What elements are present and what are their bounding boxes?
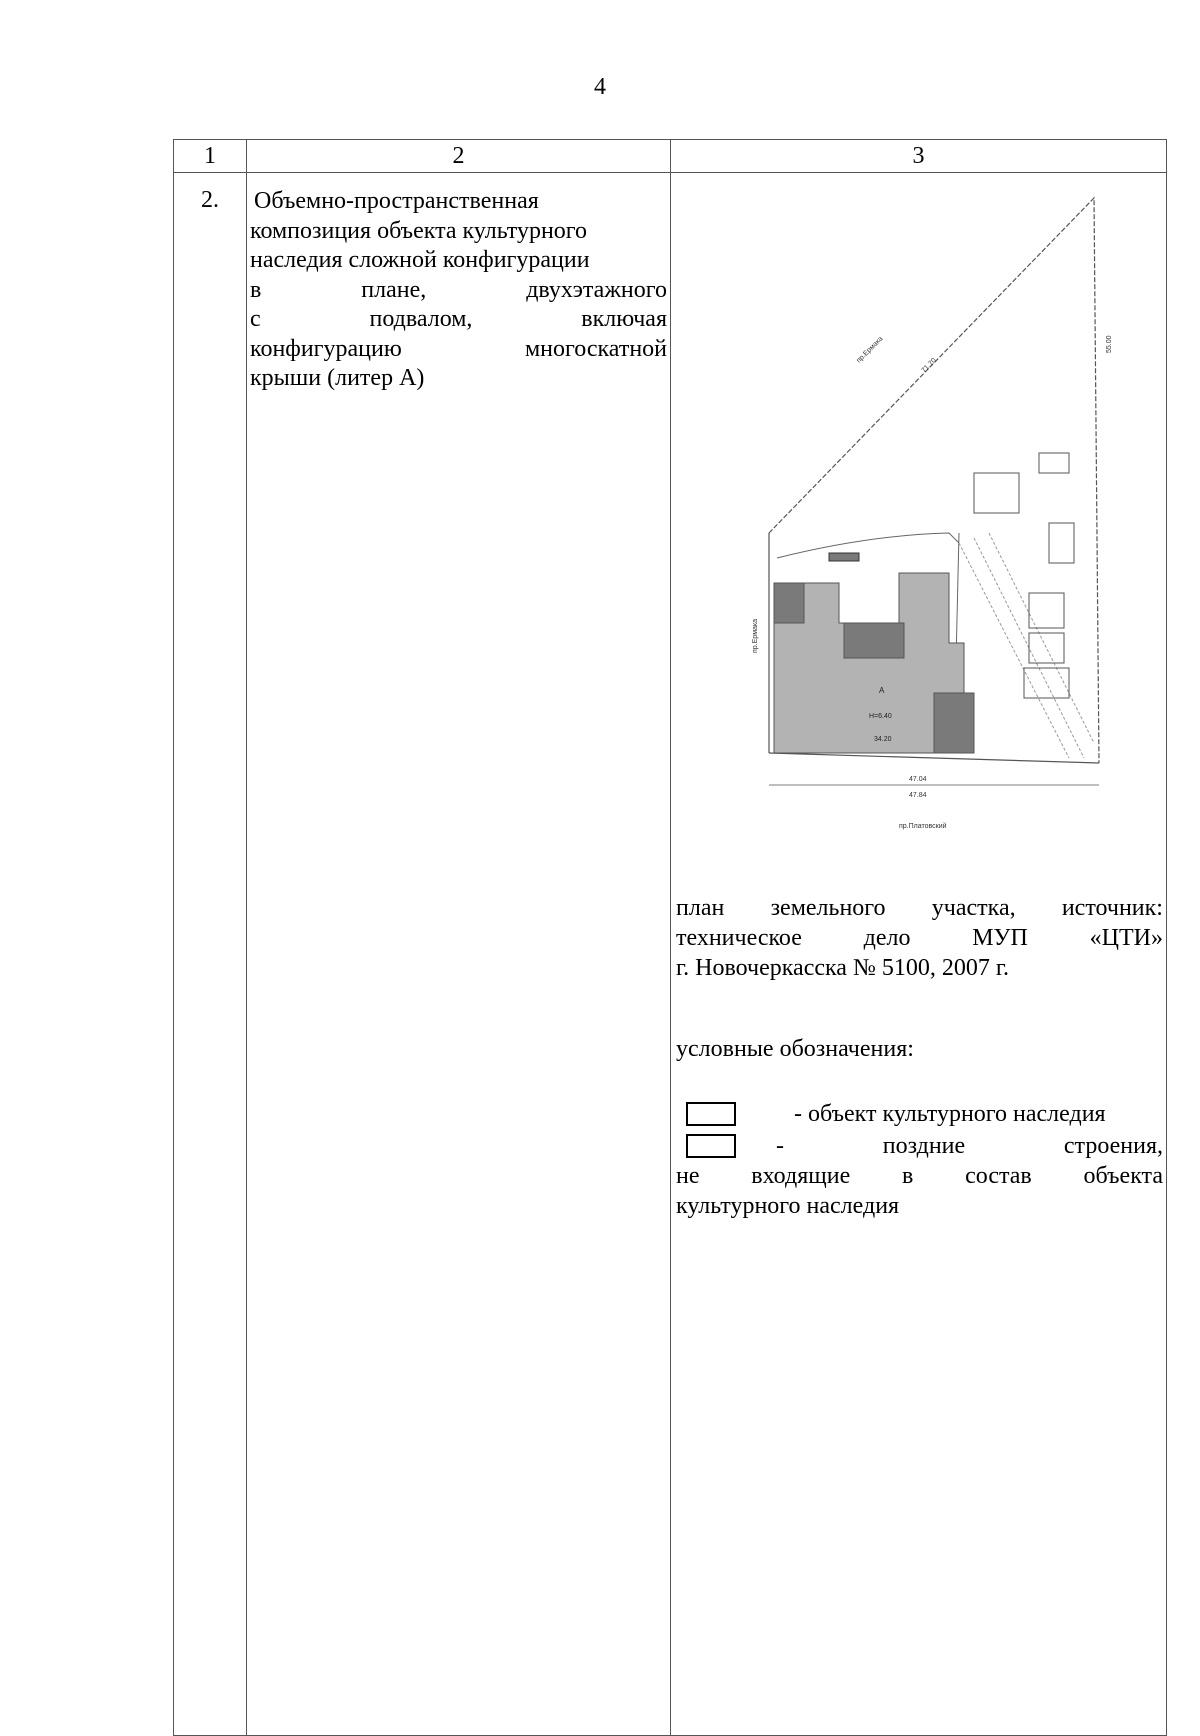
plan-caption [676,893,1163,983]
legend-word: поздние [882,1133,966,1159]
row-description [247,173,671,1736]
legend-text-later-line1 [776,1131,1163,1161]
legend-text-heritage: - объект культурного наследия [794,1101,1106,1127]
legend-word: входящие [751,1163,851,1189]
street-label-bottom: пр.Платовский [899,823,947,830]
height-label: Н=6.40 [869,713,892,720]
area-label: 34.20 [874,736,892,743]
column-header-3: 3 [671,140,1167,173]
plan-cell [671,173,1167,1736]
desc-word: подвалом, [369,306,473,332]
table-header-row [174,140,1167,173]
desc-word: конфигурацию [250,335,402,362]
caption-line-1 [676,893,1163,923]
dim-label-right: 55.00 [1106,335,1113,353]
desc-line-3: наследия сложной конфигурации [250,247,590,273]
caption-word: «ЦТИ» [1089,925,1163,951]
legend-box-heritage [686,1102,736,1126]
desc-word: двухэтажного [526,276,667,303]
desc-line-2: композиция объекта культурного [250,217,588,244]
legend-word: в [901,1163,914,1189]
outbuilding [1049,523,1074,563]
column-header-2: 2 [247,140,671,173]
legend-word: объекта [1083,1163,1163,1189]
street-label-left: пр.Ермака [752,618,759,653]
plot-boundary-bottom [769,753,1099,763]
row-number: 2. [174,173,247,1736]
desc-word: с [250,306,261,332]
dim-label-top: 71.70 [920,357,938,375]
outbuilding [974,473,1019,513]
caption-word: дело [863,925,911,951]
legend-title: условные обозначения: [676,1036,914,1062]
page-number: 4 [594,74,606,100]
legend-box-later [686,1134,736,1158]
caption-line-2 [676,923,1163,953]
hatch-line [959,543,1069,758]
heritage-table [173,139,1167,1736]
desc-word: многоскатной [524,335,667,362]
building-label-a: А [879,686,885,695]
inner-boundary [777,533,959,558]
desc-line-4 [250,276,667,306]
caption-word: земельного [770,895,886,921]
dim-bottom-2: 47.84 [909,792,927,799]
caption-word: техническое [676,925,802,951]
caption-word: участка, [931,895,1016,921]
street-label-top: пр.Ермака [855,335,885,365]
desc-line-5 [250,305,667,335]
desc-line-6 [250,335,667,365]
column-header-1: 1 [174,140,247,173]
legend-text-later-line2 [676,1161,1163,1191]
hatch-line [989,533,1094,743]
later-structure [934,693,974,753]
dim-bottom-1: 47.04 [909,776,927,783]
later-structure [844,623,904,658]
legend-word: состав [965,1163,1032,1189]
legend-word: - [776,1133,784,1159]
table-row [174,173,1167,1736]
legend-text-later-line3: культурного наследия [676,1193,900,1219]
caption-word: источник: [1061,895,1163,921]
legend-word: не [676,1163,700,1189]
site-plan-drawing [749,173,1169,863]
legend-item-later [676,1131,1163,1221]
later-structure [774,583,804,623]
desc-word: в [250,276,262,303]
desc-line-1: Объемно-пространственная [254,188,539,214]
caption-word: МУП [972,925,1028,951]
outbuilding [1029,633,1064,663]
caption-word: план [676,895,725,921]
desc-word: плане, [361,276,427,303]
legend-word: строения, [1063,1133,1163,1159]
later-structure [829,553,859,561]
outbuilding [1039,453,1069,473]
caption-line-3: г. Новочеркасска № 5100, 2007 г. [676,955,1009,981]
desc-word: включая [581,306,667,332]
desc-line-7: крыши (литер А) [250,365,425,391]
